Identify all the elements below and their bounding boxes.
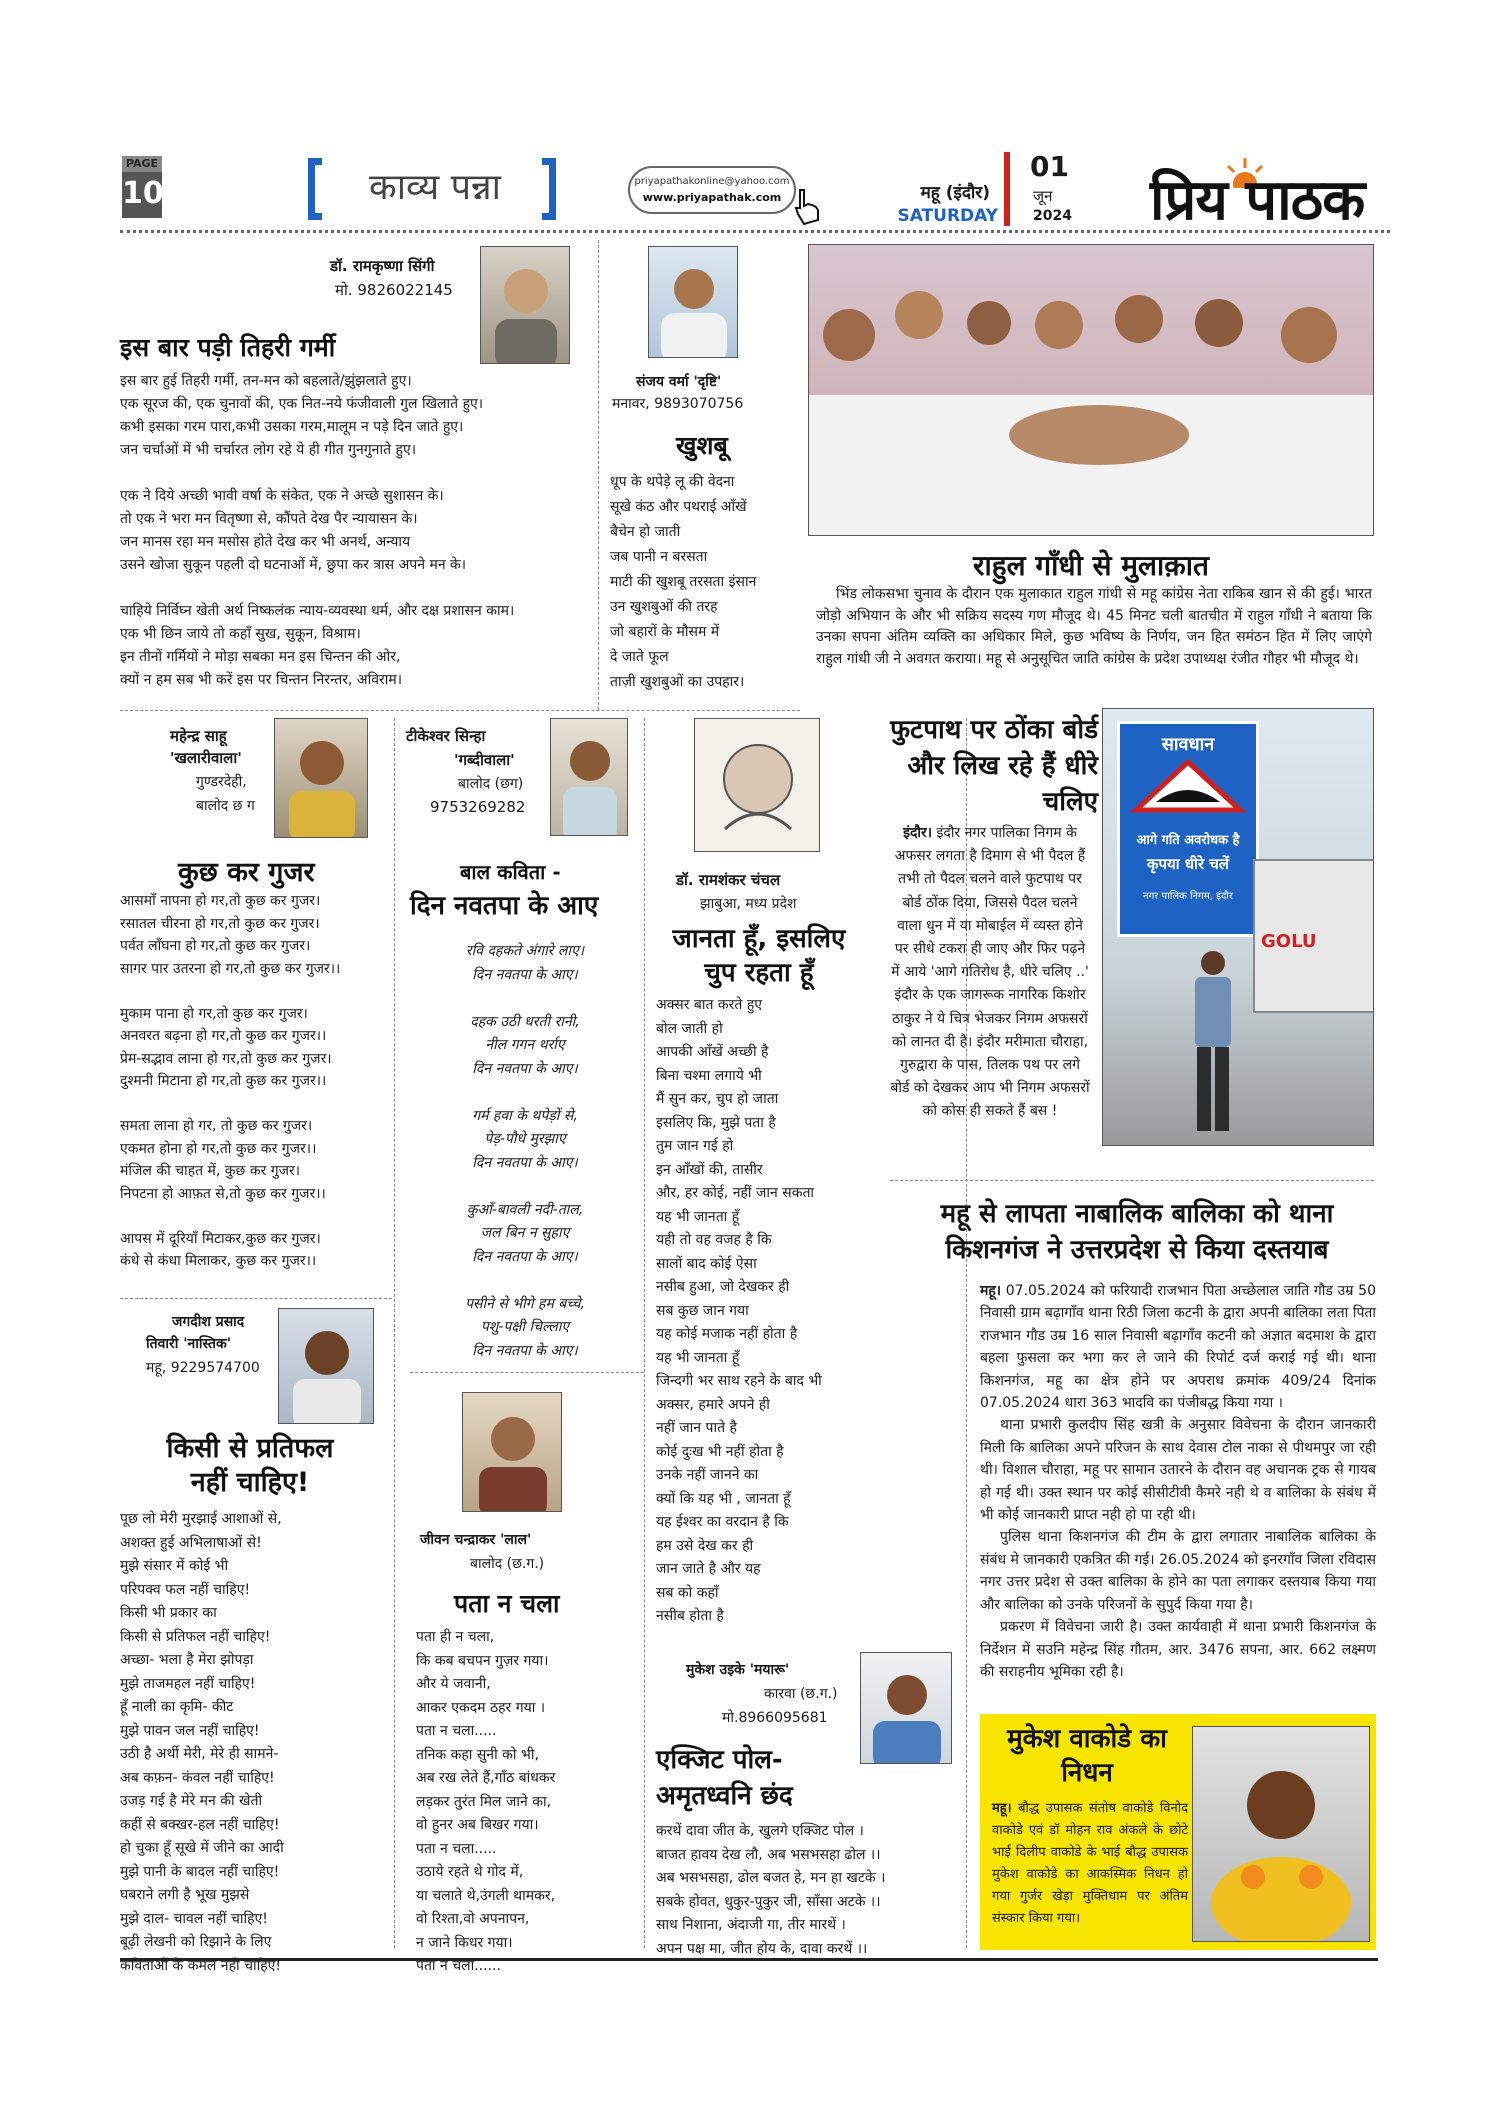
poem-text: पूछ लो मेरी मुरझाई आशाओं से, अशक्त हुई अभिलाषाओं से! मुझे संसार में कोई भी परिपक्व फल नहीं चाहिए! किसी भी प्रकार का किसी से प्रतिफल नहीं चाहिए! अच्छा- भला है मेरा झोपड़ा मुझे ताजमहल नहीं चाहिए! हूँ नाली का कृमि- कीट मुझे पावन जल नहीं चाहिए! उठी है अर्थी मेरी, मेरे ही सामने- अब कफ़न- कंवल नहीं चाहिए! उजड़ गई है मेरे मन की खेती कहीं से बक्खर-हल नहीं चाहिए! हो चुका हूँ सूखे में जीने का आदी मुझे पानी के बादल नहीं चाहिए! घबराने लगी है भूख मुझसे मुझे दाल- चावल नहीं चाहिए! बूढ़ी लेखनी को रिझाने के लिए कविताओं के कमल नहीं चाहिए!	[120, 1511, 284, 1974]
poem-text: अक्सर बात करते हुए बोल जाती हो आपकी आँखें अच्छी है बिना चश्मा लगाये भी मैं सुन कर, चुप हो जाता इसलिए कि, मुझे पता है तुम जान गई हो इन आँखों की, तासीर और, हर कोई, नहीं जान सकता यह भी जानता हूँ यही तो वह वजह है कि सालों बाद कोई ऐसा नसीब हुआ, जो देखकर ही सब कुछ जान गया यह कोई मजाक नहीं होता है यह भी जानता हूँ जिन्दगी भर साथ रहने के बाद भी अक्सर, हमारे अपने ही नहीं जान पाते है कोई दुःख भी नहीं होता है उनके नहीं जानने का क्यों कि यह भी , जानता हूँ यह ईश्वर का वरदान है कि हम उसे देख कर ही जान जाते है और यह सब को कहाँ नसीब होता है	[656, 997, 822, 1624]
email-text[interactable]: priyapathakonline@yahoo.com	[634, 176, 790, 187]
author-pen-name: 'गब्दीवाला'	[454, 751, 515, 769]
author-phone: महू, 9229574700	[146, 1360, 260, 1376]
author-photo	[648, 246, 738, 358]
author-place: बालोद छ ग	[196, 798, 255, 814]
header-red-bar	[1004, 152, 1010, 226]
website-text[interactable]: www.priyapathak.com	[642, 191, 782, 204]
news-title: महू से लापता नाबालिक बालिका को थाना किशनगंज ने उत्तरप्रदेश से किया दस्तयाब	[940, 1199, 1334, 1265]
author-pen-name: तिवारी 'नास्तिक'	[146, 1336, 232, 1352]
author-phone: मो. 9826022145	[335, 281, 453, 299]
speed-breaker-icon	[1120, 756, 1256, 816]
news-paragraph-2: थाना प्रभारी कुलदीप सिंह खत्री के अनुसार विवेचना के दौरान जानकारी मिली कि बालिका अपने परिजन के साथ देवास टोल नाका से पीथमपुर जा रही थी। विशाल चौराहा, महू पर सामान उतारने के दौरान वह अचानक ट्रक से गायब हो गई थी। उक्त स्थान पर कोई सीसीटीवी कैमरे नही थे व बालिका के संबंध में भी कोई जानकारी प्राप्त नही हो पा रही थी।	[980, 1417, 1376, 1524]
page-label: PAGE	[122, 156, 162, 172]
news-title: फुटपाथ पर ठोंका बोर्ड और लिख रहे हैं धीरे चलिए	[890, 715, 1098, 817]
news-body: 07.05.2024 को फरियादी राजभान पिता अच्छेलाल जाति गौड उम्र 50 निवासी ग्राम बढ़ागाँव थाना रिठी जिला कटनी के द्वारा अपनी बालिका लता पिता राजभान गौड उम्र 16 साल निवासी बढ़ागाँव कटनी को अज्ञात बदमाश के द्वारा बहला फुसला कर भगा कर ले जाने की रिपोर्ट दर्ज कराई गई थी। थाना किशनगंज, महू का क्षेत्र होने पर अपराध क्रमांक 409/24 दिनांक 07.05.2024 धारा 363 भादवि का पंजीबद्ध किया गया ।	[980, 1283, 1376, 1412]
poem-title: कुछ कर गुजर	[178, 857, 315, 888]
pointing-hand-icon	[790, 186, 826, 226]
day-label: SATURDAY	[897, 206, 998, 226]
masthead-title: प्रिय पाठक	[1150, 168, 1365, 233]
sign-bottom-text: नगर पालिक निगम, इंदौर	[1143, 891, 1233, 902]
obituary-photo	[1192, 1726, 1370, 1942]
poem-text: आसमाँ नापना हो गर,तो कुछ कर गुजर। रसातल चीरना हो गर,तो कुछ कर गुजर। पर्वत लाँघना हो गर,तो कुछ कर गुजर। सागर पार उतरना हो गर,तो कुछ कर गुजर।। मुकाम पाना हो गर,तो कुछ कर गुजर। अनवरत बढ़ना हो गर,तो कुछ कर गुजर।। प्रेम-सद्भाव लाना हो गर,तो कुछ कर गुजर। दुश्मनी मिटाना हो गर,तो कुछ कर गुजर।। समता लाना हो गर, तो कुछ कर गुजर। एकमत होना हो गर,तो कुछ कर गुजर।। मंजिल की चाहत में, कुछ कर गुजर। निपटना हो आफ़त से,तो कुछ कर गुजर।। आपस में दूरियाँ मिटाकर,कुछ कर गुजर। कंधे से कंधा मिलाकर, कुछ कर गुजर।।	[120, 893, 341, 1269]
news-paragraph-4: प्रकरण में विवेचना जारी है। उक्त कार्यवाही में थाना प्रभारी किशनगंज के निर्देशन में सउनि महेन्द्र सिंह गौतम, आर. 3476 सपना, आर. 662 लक्ष्मण की सराहनीय भूमिका रही है।	[980, 1619, 1376, 1680]
news-dateline: इंदौर।	[903, 825, 933, 841]
poem-title: इस बार पड़ी तिहरी गर्मी	[120, 333, 336, 362]
column-divider	[598, 240, 599, 710]
poem-title: किसी से प्रतिफल नहीं चाहिए!	[166, 1433, 334, 1498]
news-dateline: महू।	[992, 1801, 1012, 1816]
section-divider	[410, 1372, 644, 1373]
author-name: डॉ. रामकृष्णा सिंगी	[330, 257, 435, 275]
road-sign	[1117, 721, 1259, 937]
section-bracket-right	[542, 158, 556, 220]
poem-title: दिन नवतपा के आए	[410, 891, 599, 921]
author-photo	[860, 1652, 952, 1764]
obituary-box	[980, 1714, 1376, 1950]
poem-title-prefix: बाल कविता -	[460, 860, 561, 884]
author-pen-name: 'खलारीवाला'	[170, 749, 242, 767]
poem-text: इस बार हुई तिहरी गर्मी, तन-मन को बहलाते/झुंझलाते हुए। एक सूरज की, एक चुनावों की, एक नित-नये फंजीवाली गुल खिलाते हुए। कभी इसका गरम पारा,कभी उसका गरम,मालूम न पड़े दिन जाते हुए। जन चर्चाओं में भी चर्चारत लोग रहे ये ही गीत गुनगुनाते हुए। एक ने दिये अच्छी भावी वर्षा के संकेत, एक ने अच्छे सुशासन के। तो एक ने भरा मन वितृष्णा से, कौंपते देख पैर न्यायासन के। जन मानस रहा मन मसोस होते देख कर भी अनर्थ, अन्याय उसने खोजा सुकून पहली दो घटनाओं में, छुपा कर त्रास अपने मन के। चाहिये निर्विघ्न खेती अर्थ निष्कलंक न्याय-व्यवस्था धर्म, और दक्ष प्रशासन काम। एक भी छिन जाये तो कहाँ सुख, सुकून, विश्राम। इन तीनों गर्मियों ने मोड़ा सबका मन इस चिन्तन की ओर, क्यों न हम सब भी करें इस पर चिन्तन निरन्तर, अविराम।	[120, 373, 515, 688]
page-number: 10	[122, 176, 164, 211]
author-name: संजय वर्मा 'दृष्टि'	[636, 374, 722, 390]
author-place: बालोद (छग)	[458, 776, 524, 792]
sign-top-text: सावधान	[1161, 734, 1215, 755]
poem-title: खुशबू	[676, 431, 728, 460]
column-divider	[644, 718, 645, 1948]
section-divider	[120, 1298, 392, 1299]
speed-sign-photo	[1102, 708, 1374, 1146]
obituary-text	[992, 1798, 1188, 1930]
bus-label: GOLU	[1261, 931, 1317, 952]
author-phone: 9753269282	[430, 798, 526, 816]
rahul-meeting-photo	[808, 244, 1374, 536]
author-place: गुण्डरदेही,	[196, 774, 247, 790]
column-divider	[394, 718, 395, 1948]
poem-title: पता न चला	[454, 1589, 560, 1618]
author-photo	[480, 246, 570, 364]
section-divider	[890, 1180, 1374, 1181]
author-place: बालोद (छ.ग.)	[470, 1556, 545, 1572]
author-photo	[462, 1392, 562, 1512]
author-phone: मो.8966095681	[722, 1710, 828, 1726]
news-text: भिंड लोकसभा चुनाव के दौरान एक मुलाकात राहुल गांधी से महू कांग्रेस नेता राकिब खान से की हुई। भारत जोड़ो अभियान के और भी सक्रिय सदस्य गण मौजूद थे। 45 मिनट चली बातचीत में राहुल गाँधी ने बताया कि उनका सपना अंतिम व्यक्ति का अधिकार मिले, कुछ भविष्य के निर्णय, जन हित समंठन हित में लिए जाएंगे राहुल गांधी जी ने अवगत कराया। महू से अनुसूचित जाति कांग्रेस के प्रदेश उपाध्यक्ष रंजीत गौहर भी मौजूद थे।	[816, 586, 1372, 667]
author-place: कारवा (छ.ग.)	[764, 1686, 838, 1702]
section-divider	[120, 710, 800, 711]
news-title: राहुल गाँधी से मुलाक़ात	[973, 549, 1209, 582]
man-figure	[1183, 949, 1243, 1139]
author-sketch-photo	[694, 718, 820, 852]
date-month: जून	[1033, 187, 1053, 205]
obituary-title: मुकेश वाकोडे का निधन	[1007, 1724, 1167, 1788]
poem-text: रवि दहकते अंगारे लाए। दिन नवतपा के आए। दहक उठी धरती रानी, नील गगन थर्राए दिन नवतपा के आए। गर्म हवा के थपेड़ों से, पेड़-पौधे मुरझाए दिन नवतपा के आए। कुआँ-बावली नदी-ताल, जल बिन न सुहाए दिन नवतपा के आए। पसीने से भीगे हम बच्चे, पशु-पक्षी चिल्लाए दिन नवतपा के आए।	[465, 943, 585, 1359]
news-paragraph-1	[980, 1280, 1376, 1414]
date-day: 01	[1030, 150, 1069, 183]
author-photo	[278, 1308, 374, 1424]
author-name: डॉ. रामशंकर चंचल	[676, 871, 781, 889]
header-divider	[120, 230, 1390, 233]
section-bracket-left	[308, 158, 322, 220]
author-name: जगदीश प्रसाद	[172, 1314, 245, 1330]
date-year: 2024	[1033, 208, 1072, 224]
poem-title: जानता हूँ, इसलिए चुप रहता हूँ	[672, 924, 846, 988]
author-name: टीकेश्वर सिन्हा	[406, 727, 486, 745]
bus-shape	[1253, 859, 1374, 1013]
news-body: इंदौर नगर पालिका निगम के अफसर लगता है दिमाग से भी पैदल हैं तभी तो पैदल चलने वाले फुटपाथ पर बोर्ड ठोंक दिया, जिससे पैदल चलने वाला धुन में या मोबाईल में व्यस्त होने पर सीधे टकरा ही जाए और फिर पढ़ने में आये 'आगे गतिरोध है, धीरे चलिए ..' इंदौर के एक जागरूक नागरिक किशोर ठाकुर ने ये चित्र भेजकर निगम अफसरों को लानत दी है। इंदौर मरीमाता चौराहा, गुरुद्वारा के पास, तिलक पथ पर लगे बोर्ड को देखकर आप भी निगम अफसरों को कोस ही सकते हैं बस !	[890, 825, 1090, 1120]
page-bottom-rule	[120, 1958, 1378, 1961]
sign-line-2: कृपया धीरे चलें	[1146, 855, 1229, 873]
author-photo	[550, 718, 628, 836]
news-dateline: महू।	[980, 1283, 1002, 1299]
author-name: महेन्द्र साहू	[170, 727, 227, 745]
page-label-box	[122, 156, 162, 218]
news-body: बौद्ध उपासक संतोष वाकोडे विनोद वाकोडे एवं डॉ मोहन राव अंकले के छोटे भाई दिलीप वाकोडे के भाई बौद्ध उपासक मुकेश वाकोडे का आकस्मिक निधन हो गया गुर्जर खेड़ा मुक्तिधाम पर अंतिम संस्कार किया गया।	[992, 1801, 1188, 1926]
author-photo	[274, 718, 368, 838]
news-text	[890, 822, 1090, 1124]
city-label: महू (इंदौर)	[920, 183, 990, 203]
poem-title: एक्जिट पोल- अमृतध्वनि छंद	[656, 1745, 793, 1811]
author-name: मुकेश उइके 'मयारू'	[686, 1662, 790, 1678]
author-name: जीवन चन्द्राकर 'लाल'	[420, 1532, 532, 1548]
news-paragraph-3: पुलिस थाना किशनगंज की टीम के द्वारा लगातार नाबालिक बालिका के संबंध मे जानकारी एकत्रित की गई। 26.05.2024 को इनरगाँव जिला रविदास नगर उत्तर प्रदेश से उक्त बालिका के होने का पता लगाकर दस्तयाब किया गया और बालिका को उनके परिजनों के सुपुर्द किया गया है।	[980, 1529, 1376, 1613]
section-title: काव्य पन्ना	[369, 167, 501, 208]
news-text	[980, 1280, 1376, 1683]
web-box	[628, 166, 796, 214]
poem-text: करथें दावा जीत के, खुलगे एक्जिट पोल । बाजत हावय देख लौ, अब भसभसहा ढोल ।। अब भसभसहा, ढोल बजत हे, मन हा खटके । सबके होवत, धुकुर-पुकुर जी, साँसा अटके ।। साध निशाना, अंदाजी गा, तीर मारथें । अपन पक्ष मा, जीत होय के, दावा करथें ।।	[656, 1823, 886, 1957]
poem-text: पता ही न चला, कि कब बचपन गुज़र गया। और ये जवानी, आकर एकदम ठहर गया । पता न चला..... तनिक कहा सुनी को भी, अब रख लेते हैं,गाँठ बांधकर लड़कर तुरंत मिल जाने का, वो हुनर अब बिखर गया। पता न चला..... उठाये रहते थे गोद में, या चलाते थे,उंगली थामकर, वो रिश्ता,वो अपनापन, न जाने किधर गया। पता न चला......	[416, 1629, 556, 1974]
author-phone: मनावर, 9893070756	[612, 396, 744, 412]
sign-line-1: आगे गति अवरोधक है	[1136, 833, 1240, 848]
poem-text: धूप के थपेड़े लू की वेदना सूखे कंठ और पथराई आँखें बैचेन हो जाती जब पानी न बरसता माटी की खुशबू तरसता इंसान उन खुशबुओं की तरह जो बहारों के मौसम में दे जाते फूल ताज़ी खुशबुओं का उपहार।	[610, 474, 757, 690]
author-place: झाबुआ, मध्य प्रदेश	[700, 896, 797, 912]
